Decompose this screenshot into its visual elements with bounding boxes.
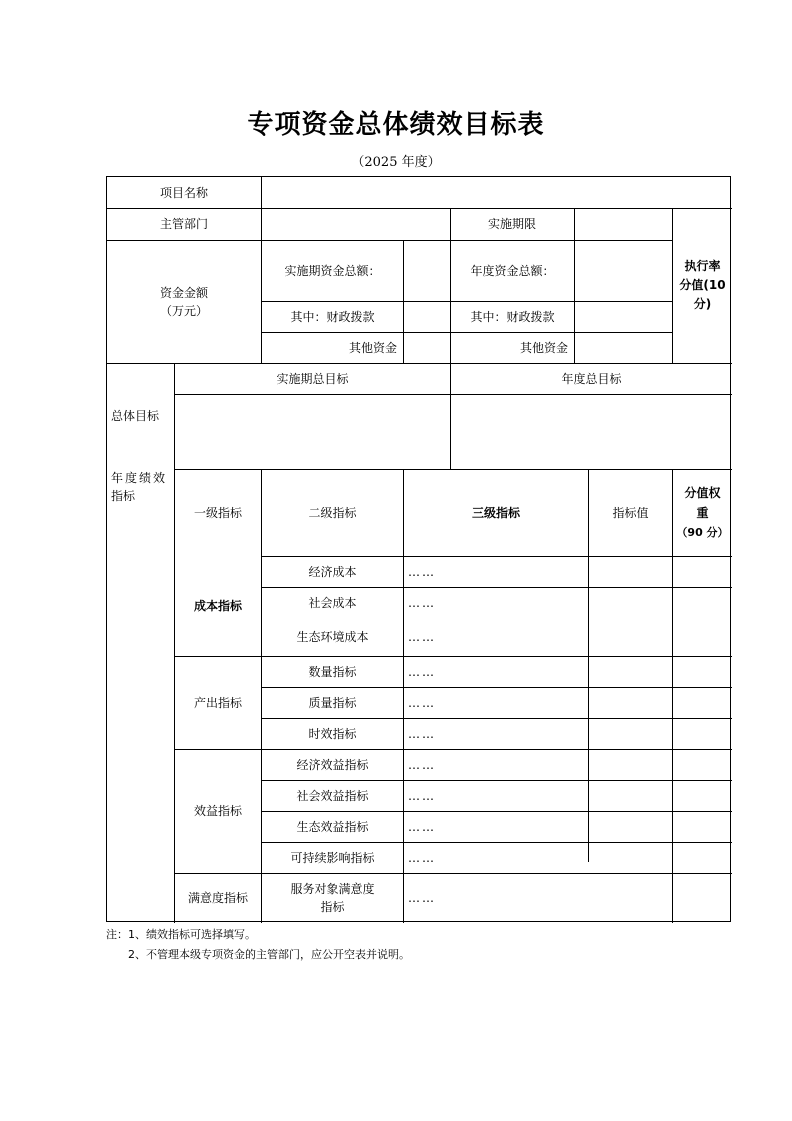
project-name-label: 项目名称 (159, 185, 208, 200)
dept-field[interactable] (262, 208, 450, 240)
period-goal-field[interactable] (175, 395, 450, 469)
fiscal-period-label: 其中：财政拨款 (290, 309, 375, 324)
year-goal-label: 年度总目标 (561, 371, 622, 386)
level3-cell[interactable]: …… (408, 850, 436, 865)
level2-economic-benefit: 经济效益指标 (296, 757, 369, 772)
fiscal-year-label: 其中：财政拨款 (470, 309, 555, 324)
level2-economic-cost: 经济成本 (308, 564, 357, 579)
year-goal-field[interactable] (451, 395, 732, 469)
funds-label-line2: （万元） (159, 303, 208, 318)
page-title: 专项资金总体绩效目标表 (247, 110, 545, 140)
level2-satisfaction-line2: 指标 (320, 900, 345, 914)
level3-cell[interactable]: …… (408, 595, 436, 610)
level3-cell[interactable]: …… (408, 695, 436, 710)
other-year-label: 其他资金 (519, 340, 568, 355)
overall-goal-label: 总体目标 (111, 409, 160, 423)
level3-cell[interactable]: …… (408, 664, 436, 679)
note-2: 2、不管理本级专项资金的主管部门，应公开空表并说明。 (128, 948, 410, 961)
project-name-field[interactable] (262, 177, 732, 208)
other-period-field[interactable] (404, 332, 450, 363)
level3-cell[interactable]: …… (408, 726, 436, 741)
level2-sustainable: 可持续影响指标 (290, 850, 375, 865)
col-weight-header (673, 469, 732, 556)
level2-social-cost: 社会成本 (308, 595, 357, 610)
level2-timeliness: 时效指标 (308, 726, 357, 741)
other-period-label: 其他资金 (348, 340, 397, 355)
col-weight-line1: 分值权 (684, 485, 721, 500)
group-benefit: 效益指标 (193, 804, 242, 818)
level3-cell[interactable]: …… (408, 819, 436, 834)
group-cost: 成本指标 (193, 599, 242, 613)
funds-label (107, 240, 261, 363)
total-funds-period-label: 实施期资金总额： (284, 263, 381, 278)
period-goal-label: 实施期总目标 (276, 371, 349, 386)
performance-target-table (106, 176, 731, 922)
col-level2-header: 二级指标 (308, 505, 357, 520)
other-year-field[interactable] (575, 332, 672, 363)
funds-label-line1: 资金金额 (159, 285, 208, 300)
col-level3-header: 三级指标 (471, 505, 520, 520)
total-funds-year-field[interactable] (575, 240, 672, 301)
exec-rate-line1: 执行率 (684, 258, 721, 273)
level2-quantity: 数量指标 (308, 664, 357, 679)
col-weight-line2: 重 (696, 506, 709, 521)
group-output: 产出指标 (193, 695, 242, 710)
col-weight-line3: （90 分） (676, 525, 729, 539)
exec-rate-line3: 分) (693, 297, 712, 312)
period-field[interactable] (575, 208, 672, 240)
level3-cell[interactable]: …… (408, 788, 436, 803)
exec-rate-line2: 分值(10 (679, 277, 726, 292)
level2-quality: 质量指标 (308, 695, 357, 710)
level2-eco-cost: 生态环境成本 (296, 630, 369, 644)
level3-cell[interactable]: …… (408, 630, 436, 644)
level2-satisfaction-line1: 服务对象满意度 (290, 882, 375, 896)
level2-eco-benefit: 生态效益指标 (296, 819, 369, 834)
annual-perf-line2: 指标 (111, 489, 136, 503)
total-funds-period-field[interactable] (404, 240, 450, 301)
fiscal-period-field[interactable] (404, 301, 450, 332)
col-value-header: 指标值 (612, 505, 649, 520)
level3-cell[interactable]: …… (408, 757, 436, 772)
fiscal-year-field[interactable] (575, 301, 672, 332)
level2-social-benefit: 社会效益指标 (296, 788, 369, 803)
exec-rate-label (673, 208, 732, 363)
annual-perf-label (107, 469, 174, 923)
note-1: 注：1、绩效指标可选择填写。 (106, 928, 256, 941)
col-level1-header: 一级指标 (193, 505, 242, 520)
group-satisfaction: 满意度指标 (187, 891, 248, 905)
annual-perf-line1: 年度绩效 (111, 471, 168, 485)
level3-cell[interactable]: …… (408, 891, 436, 905)
page-subtitle-year: （2025 年度） (351, 155, 441, 170)
dept-label: 主管部门 (159, 217, 208, 231)
total-funds-year-label: 年度资金总额： (470, 263, 555, 278)
level3-cell[interactable]: …… (408, 564, 436, 579)
level2-satisfaction (262, 873, 403, 923)
period-label: 实施期限 (487, 217, 536, 231)
